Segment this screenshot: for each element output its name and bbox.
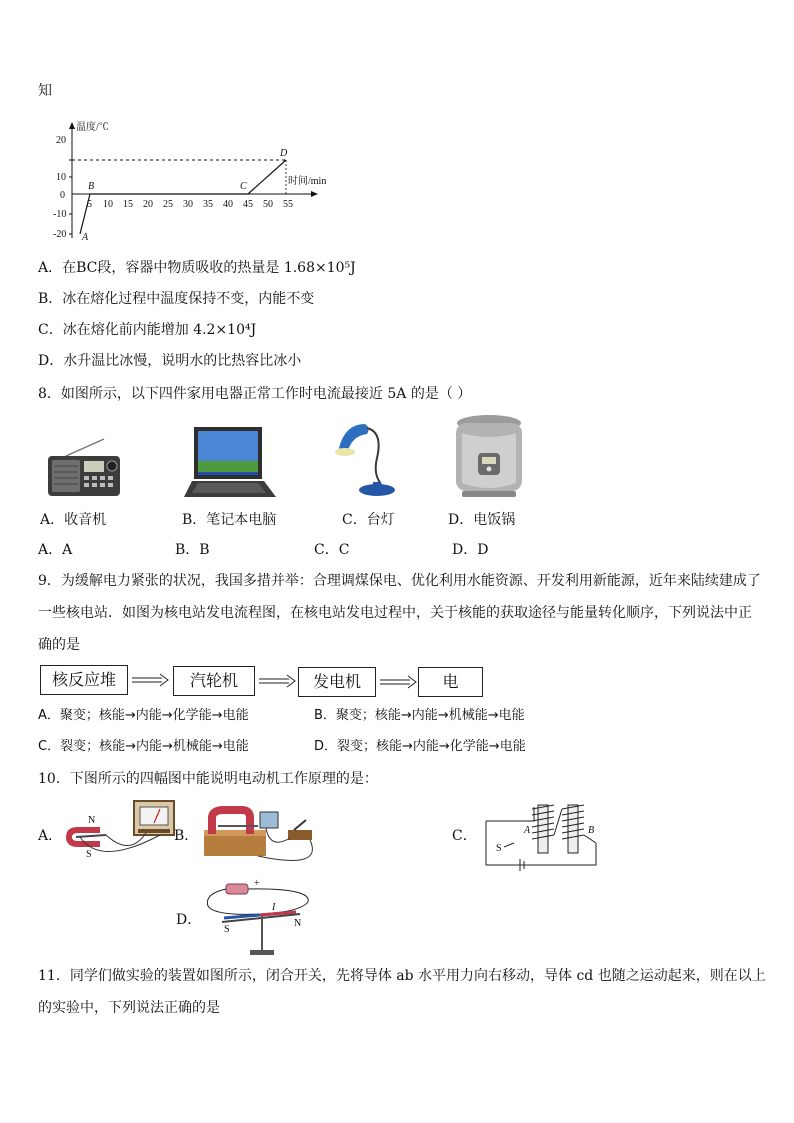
q10-figure-d bbox=[200, 876, 320, 958]
intro-text: 知 bbox=[38, 83, 52, 99]
q8-option-b: B．B bbox=[175, 542, 210, 558]
x-tick: 25 bbox=[163, 199, 173, 210]
q11-stem-line2: 的实验中，下列说法正确的是 bbox=[38, 1000, 220, 1016]
q9-option-c: C．裂变；核能→内能→机械能→电能 bbox=[38, 739, 249, 754]
q8-option-c: C．C bbox=[314, 542, 350, 558]
y-tick: -20 bbox=[53, 229, 67, 240]
q9-stem-line3: 确的是 bbox=[38, 637, 80, 653]
y-tick: 10 bbox=[56, 172, 66, 183]
x-tick: 15 bbox=[123, 199, 133, 210]
q9-option-a: A．聚变；核能→内能→化学能→电能 bbox=[38, 708, 249, 723]
q9-stem-line1: 9．为缓解电力紧张的状况，我国多措并举：合理调煤保电、优化利用水能资源、开发利用新能源，近年来陆续建成了 bbox=[38, 573, 761, 589]
x-tick: 40 bbox=[223, 199, 233, 210]
svg-text:S: S bbox=[496, 843, 502, 854]
q10-label-a: A． bbox=[38, 828, 63, 844]
flow-box-electricity: 电 bbox=[418, 667, 483, 697]
q8-caption-a: A．收音机 bbox=[40, 512, 107, 528]
laptop-image bbox=[184, 425, 276, 499]
flow-box-generator: 发电机 bbox=[298, 667, 376, 697]
point-label-a: A bbox=[82, 232, 89, 243]
q8-option-d: D．D bbox=[452, 542, 489, 558]
q8-caption-c: C．台灯 bbox=[342, 512, 395, 528]
rice-cooker-image bbox=[452, 413, 526, 501]
point-label-c: C bbox=[240, 181, 247, 192]
x-tick: 45 bbox=[243, 199, 253, 210]
q10-label-c: C． bbox=[452, 828, 477, 844]
q8-caption-d: D．电饭锅 bbox=[448, 512, 516, 528]
q10-figure-a bbox=[60, 797, 180, 871]
point-label-d: D bbox=[280, 148, 288, 159]
flow-box-reactor: 核反应堆 bbox=[40, 665, 128, 695]
y-axis-label: 温度/℃ bbox=[76, 122, 109, 133]
desk-lamp-image bbox=[333, 418, 395, 498]
q9-option-b: B．聚变；核能→内能→机械能→电能 bbox=[314, 708, 525, 723]
q9-option-d: D．裂变；核能→内能→化学能→电能 bbox=[314, 739, 526, 754]
q8-stem: 8．如图所示，以下四件家用电器正常工作时电流最接近 5A 的是（ ） bbox=[38, 386, 472, 402]
q10-figure-b bbox=[198, 800, 324, 866]
flow-arrow-icon bbox=[378, 674, 418, 690]
q7-option-c: C．冰在熔化前内能增加 4.2×10⁴J bbox=[38, 322, 257, 338]
svg-text:B: B bbox=[588, 825, 595, 836]
y-tick: -10 bbox=[53, 209, 67, 220]
svg-text:S: S bbox=[224, 924, 230, 935]
q7-option-b: B．冰在熔化过程中温度保持不变，内能不变 bbox=[38, 291, 315, 307]
svg-text:N: N bbox=[294, 918, 302, 929]
q7-option-a: A．在BC段，容器中物质吸收的热量是 1.68×10⁵J bbox=[38, 260, 356, 276]
flow-box-turbine: 汽轮机 bbox=[173, 666, 255, 696]
flow-arrow-icon bbox=[257, 673, 297, 689]
flow-arrow-icon bbox=[130, 672, 170, 688]
q10-label-d: D． bbox=[176, 912, 202, 928]
x-tick: 50 bbox=[263, 199, 273, 210]
x-tick: 10 bbox=[103, 199, 113, 210]
x-tick: 35 bbox=[203, 199, 213, 210]
q10-label-b: B． bbox=[174, 828, 199, 844]
q9-stem-line2: 一些核电站．如图为核电站发电流程图，在核电站发电过程中，关于核能的获取途径与能量转化顺序，下列说法中正 bbox=[38, 605, 752, 621]
x-tick: 5 bbox=[87, 199, 92, 210]
q10-figure-c bbox=[480, 801, 600, 873]
y-tick: 0 bbox=[60, 190, 65, 201]
svg-text:A: A bbox=[524, 825, 531, 836]
y-tick: 20 bbox=[56, 135, 66, 146]
q8-caption-b: B．笔记本电脑 bbox=[182, 512, 277, 528]
q7-option-d: D．水升温比冰慢，说明水的比热容比冰小 bbox=[38, 353, 302, 369]
x-axis-label: 时间/min bbox=[288, 176, 327, 187]
point-label-b: B bbox=[88, 181, 95, 192]
q11-stem-line1: 11．同学们做实验的装置如图所示，闭合开关，先将导体 ab 水平用力向右移动，导体 cd 也随之运动起来，则在以上 bbox=[38, 968, 766, 984]
x-tick: 20 bbox=[143, 199, 153, 210]
svg-text:N: N bbox=[88, 815, 96, 826]
x-tick: 30 bbox=[183, 199, 193, 210]
svg-text:I: I bbox=[272, 902, 276, 913]
svg-text:S: S bbox=[86, 849, 92, 860]
svg-text:+: + bbox=[254, 878, 260, 889]
x-tick: 55 bbox=[283, 199, 293, 210]
q10-stem: 10．下图所示的四幅图中能说明电动机工作原理的是： bbox=[38, 771, 378, 787]
radio-image bbox=[46, 436, 124, 498]
q8-option-a: A．A bbox=[38, 542, 73, 558]
temperature-time-graph bbox=[36, 120, 336, 245]
